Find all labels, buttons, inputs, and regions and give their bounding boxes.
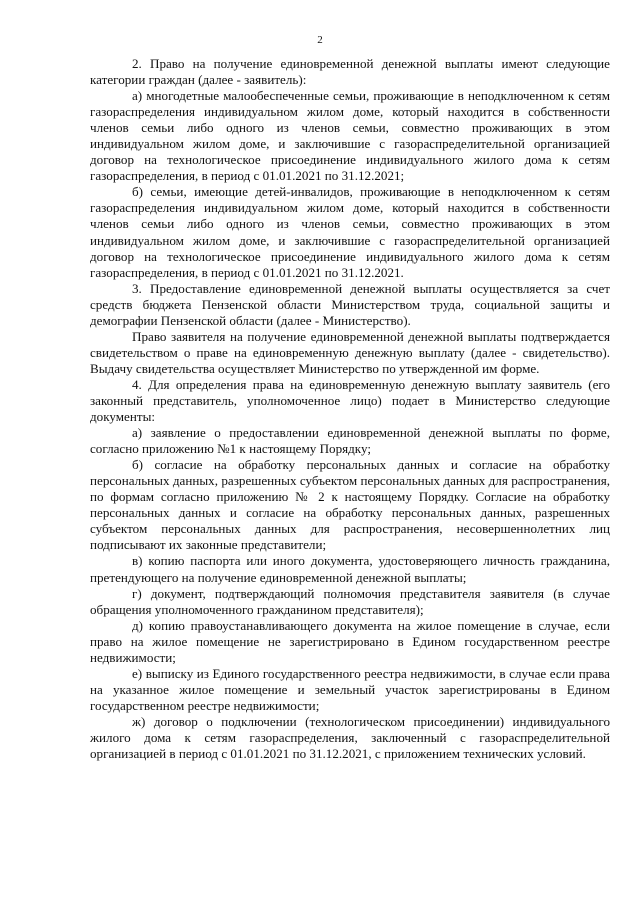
paragraph-4g: г) документ, подтверждающий полномочия представителя заявителя (в случае обращения уполномоченного гражданином представителя);: [90, 585, 610, 617]
paragraph-2a: а) многодетные малообеспеченные семьи, проживающие в неподключенном к сетям газораспределения индивидуальном жилом доме, который находится в собственности членов семьи либо одного из членов семьи, совместно проживающих в этом индивидуальном жилом доме, и заключившие с газораспределительной организацией договор на технологическое присоединение индивидуального жилого дома к сетям газораспределения, в период с 01.01.2021 по 31.12.2021;: [90, 88, 610, 184]
paragraph-4b: б) согласие на обработку персональных данных и согласие на обработку персональных данных, разрешенных субъектом персональных данных для распространения, по формам согласно приложению № 2 к настоящему Порядку. Согласие на обработку персональных данных и согласие на обработку персональных данных, разрешенных субъектом персональных данных для распространения, несовершеннолетних лиц подписывают их законные представители;: [90, 457, 610, 553]
paragraph-4d: д) копию правоустанавливающего документа на жилое помещение в случае, если право на жилое помещение не зарегистрировано в Едином государственном реестре недвижимости;: [90, 617, 610, 665]
paragraph-4zh: ж) договор о подключении (технологическом присоединении) индивидуального жилого дома к сетям газораспределения, заключенный с газораспределительной организацией в период с 01.01.2021 по 31.12.2021, с приложением технических условий.: [90, 713, 610, 762]
document-body: [90, 56, 610, 762]
paragraph-3-cont: Право заявителя на получение единовременной денежной выплаты подтверждается свидетельством о праве на единовременную денежную выплату (далее - свидетельство). Выдачу свидетельства осуществляет Министерство по утвержденной им форме.: [90, 328, 610, 376]
paragraph-2b: б) семьи, имеющие детей-инвалидов, проживающие в неподключенном к сетям газораспределения индивидуальном жилом доме, который находится в собственности членов семьи либо одного из членов семьи, совместно проживающих в этом индивидуальном жилом доме, и заключившие с газораспределительной организацией договор на технологическое присоединение индивидуального жилого дома к сетям газораспределения, в период с 01.01.2021 по 31.12.2021.: [90, 184, 610, 280]
paragraph-2: 2. Право на получение единовременной денежной выплаты имеют следующие категории граждан (далее - заявитель):: [90, 56, 610, 88]
paragraph-4v: в) копию паспорта или иного документа, удостоверяющего личность гражданина, претендующего на получение единовременной денежной выплаты;: [90, 553, 610, 585]
paragraph-4a: а) заявление о предоставлении единовременной денежной выплаты по форме, согласно приложению №1 к настоящему Порядку;: [90, 425, 610, 457]
paragraph-3: 3. Предоставление единовременной денежной выплаты осуществляется за счет средств бюджета Пензенской области Министерством труда, социальной защиты и демографии Пензенской области (далее - Министерство).: [90, 280, 610, 328]
paragraph-4: 4. Для определения права на единовременную денежную выплату заявитель (его законный представитель, уполномоченное лицо) подает в Министерство следующие документы:: [90, 376, 610, 425]
paragraph-4e: е) выписку из Единого государственного реестра недвижимости, в случае если права на указанное жилое помещение и земельный участок зарегистрированы в Едином государственном реестре недвижимости;: [90, 665, 610, 713]
page-number: 2: [317, 34, 323, 46]
